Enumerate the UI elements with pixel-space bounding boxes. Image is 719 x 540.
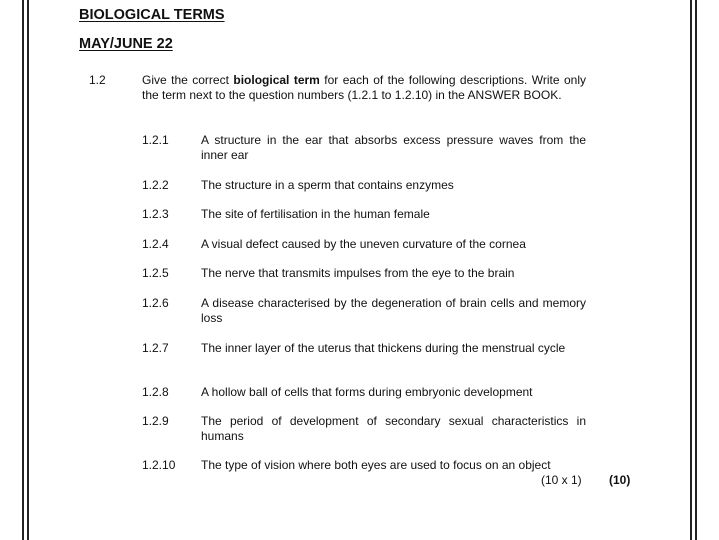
- item-number: 1.2.9: [142, 414, 169, 428]
- marks-total: (10): [609, 473, 631, 487]
- item-description: The nerve that transmits impulses from the eye to the brain: [201, 266, 515, 280]
- marks-calculation: (10 x 1): [541, 473, 582, 487]
- question-item: [142, 133, 586, 163]
- item-description: The site of fertilisation in the human female: [201, 207, 430, 221]
- item-number: 1.2.8: [142, 385, 169, 399]
- item-description: A visual defect caused by the uneven curvature of the cornea: [201, 237, 526, 251]
- question-item: [142, 385, 586, 400]
- item-description: A structure in the ear that absorbs excess pressure waves from the inner ear: [201, 133, 586, 162]
- exam-session-heading: MAY/JUNE 22: [79, 36, 173, 52]
- item-description: The type of vision where both eyes are used to focus on an object: [201, 458, 551, 472]
- item-number: 1.2.7: [142, 341, 169, 355]
- question-item: [142, 178, 586, 193]
- item-description: The structure in a sperm that contains enzymes: [201, 178, 454, 192]
- right-border-line-inner: [690, 0, 692, 540]
- question-item: [142, 266, 586, 281]
- instruction-emphasis: biological term: [233, 73, 320, 87]
- instruction-text-start: Give the correct: [142, 73, 234, 87]
- right-border-line-outer: [695, 0, 697, 540]
- item-number: 1.2.4: [142, 237, 169, 251]
- item-description: The inner layer of the uterus that thickens during the menstrual cycle: [201, 341, 566, 355]
- item-description: A hollow ball of cells that forms during embryonic development: [201, 385, 533, 399]
- instruction-text-end: for each of the following descriptions. Write only the term next to the question numbers (1.2.1 to 1.2.10) in the ANSWER BOOK.: [142, 73, 586, 102]
- item-number: 1.2.5: [142, 266, 169, 280]
- question-item: [142, 237, 586, 252]
- question-item: [142, 458, 586, 473]
- page-title: BIOLOGICAL TERMS: [79, 7, 225, 23]
- question-item: [142, 296, 586, 326]
- left-border-line-inner: [27, 0, 29, 540]
- question-number: 1.2: [89, 73, 106, 87]
- item-number: 1.2.3: [142, 207, 169, 221]
- item-description: A disease characterised by the degeneration of brain cells and memory loss: [201, 296, 586, 325]
- item-number: 1.2.2: [142, 178, 169, 192]
- item-number: 1.2.6: [142, 296, 169, 310]
- question-item: [142, 414, 586, 444]
- question-item: [142, 341, 586, 356]
- question-instruction: [142, 73, 586, 103]
- question-item: [142, 207, 586, 222]
- item-number: 1.2.10: [142, 458, 176, 472]
- item-number: 1.2.1: [142, 133, 169, 147]
- item-description: The period of development of secondary sexual characteristics in humans: [201, 414, 586, 443]
- left-border-line-outer: [22, 0, 24, 540]
